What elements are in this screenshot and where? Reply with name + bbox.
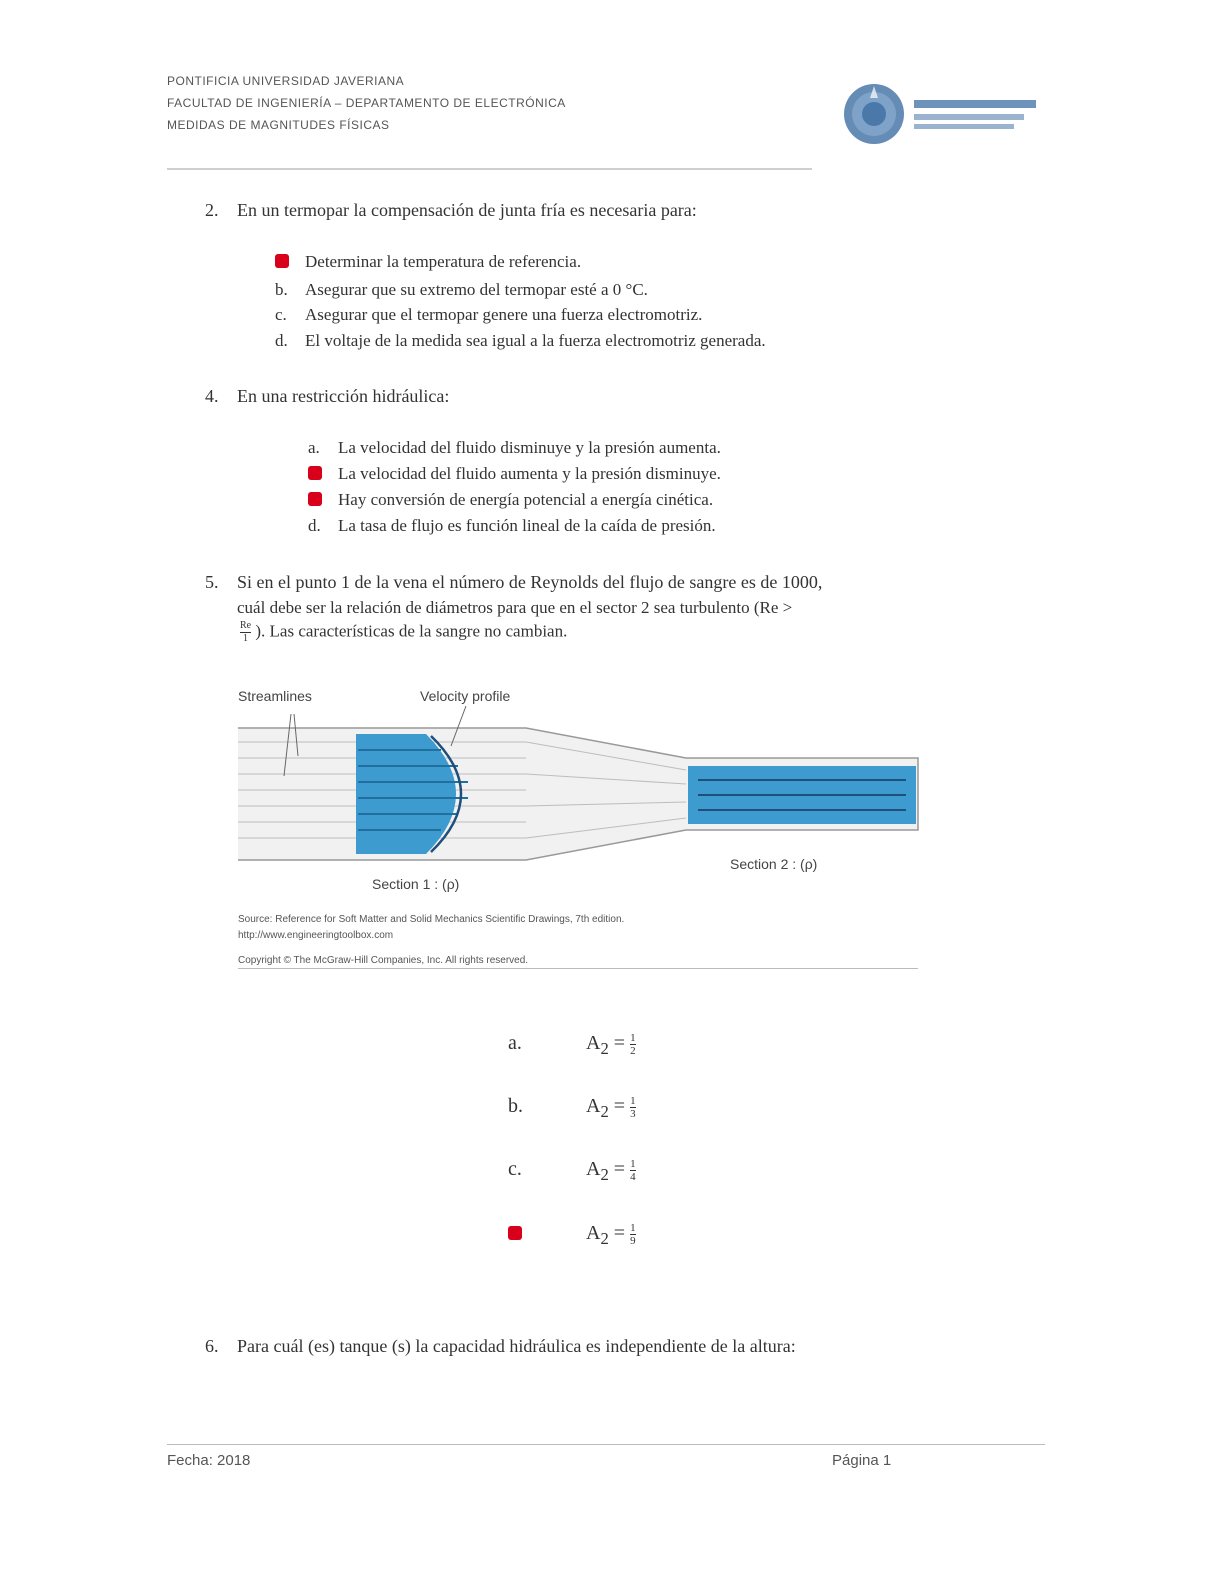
label-section-2: Section 2 : (ρ): [730, 856, 818, 872]
answer-marker-icon: [308, 466, 322, 480]
q4-option-b[interactable]: La velocidad del fluido aumenta y la presión disminuye.: [308, 464, 721, 484]
q4-option-d[interactable]: d. La tasa de flujo es función lineal de la caída de presión.: [308, 516, 716, 535]
q2-option-a[interactable]: Determinar la temperatura de referencia.: [275, 252, 581, 272]
question-4: 4. En una restricción hidráulica:: [205, 386, 450, 406]
question-5-line2: cuál debe ser la relación de diámetros para que en el sector 2 sea turbulento (Re >: [237, 598, 793, 617]
header-university: PONTIFICIA UNIVERSIDAD JAVERIANA: [167, 74, 405, 88]
header-rule: [167, 168, 812, 170]
question-5-line3: $\frac{Re}{1}$ ). Las características de la sangre no cambian.: [240, 620, 568, 644]
answer-marker-icon: [508, 1226, 522, 1240]
university-logo: [838, 78, 1043, 150]
q2-option-c[interactable]: c. Asegurar que el termopar genere una fuerza electromotriz.: [275, 305, 703, 324]
footer-date: Fecha: 2018: [167, 1452, 251, 1469]
figure-rule: [238, 968, 918, 969]
header-course: MEDIDAS DE MAGNITUDES FÍSICAS: [167, 118, 390, 132]
question-2: 2. En un termopar la compensación de junta fría es necesaria para:: [205, 200, 697, 220]
figure-caption-copyright: Copyright © The McGraw-Hill Companies, Inc. All rights reserved.: [238, 955, 529, 966]
q5-option-c[interactable]: c. $A_2$ = $\frac{1}{4}$: [508, 1158, 636, 1185]
footer-page-number: Página 1: [832, 1452, 892, 1469]
q5-option-b[interactable]: b. $A_2$ = $\frac{1}{3}$: [508, 1095, 636, 1122]
question-6: 6. Para cuál (es) tanque (s) la capacidad hidráulica es independiente de la altura:: [205, 1336, 796, 1356]
label-section-1: Section 1 : (ρ): [372, 876, 460, 892]
answer-marker-icon: [308, 492, 322, 506]
label-velocity-profile: Velocity profile: [420, 688, 511, 704]
header-faculty: FACULTAD DE INGENIERÍA – DEPARTAMENTO DE ELECTRÓNICA: [167, 96, 566, 110]
q2-option-b[interactable]: b. Asegurar que su extremo del termopar esté a 0 °C.: [275, 280, 648, 299]
q5-option-a[interactable]: a. $A_2$ = $\frac{1}{2}$: [508, 1032, 636, 1059]
label-streamlines: Streamlines: [238, 688, 312, 704]
q2-option-d[interactable]: d. El voltaje de la medida sea igual a la fuerza electromotriz generada.: [275, 331, 766, 350]
q5-option-d[interactable]: $A_2$ = $\frac{1}{9}$: [508, 1222, 636, 1249]
venturi-diagram: [236, 706, 920, 866]
answer-marker-icon: [275, 254, 289, 268]
q4-option-a[interactable]: a. La velocidad del fluido disminuye y la presión aumenta.: [308, 438, 721, 457]
figure-caption-source: Source: Reference for Soft Matter and Solid Mechanics Scientific Drawings, 7th edition.: [238, 914, 625, 925]
question-5: 5. Si en el punto 1 de la vena el número de Reynolds del flujo de sangre es de 1000,: [205, 572, 823, 592]
figure-caption-url: http://www.engineeringtoolbox.com: [238, 930, 394, 941]
q4-option-c[interactable]: Hay conversión de energía potencial a energía cinética.: [308, 490, 713, 510]
footer-rule: [167, 1444, 1045, 1445]
